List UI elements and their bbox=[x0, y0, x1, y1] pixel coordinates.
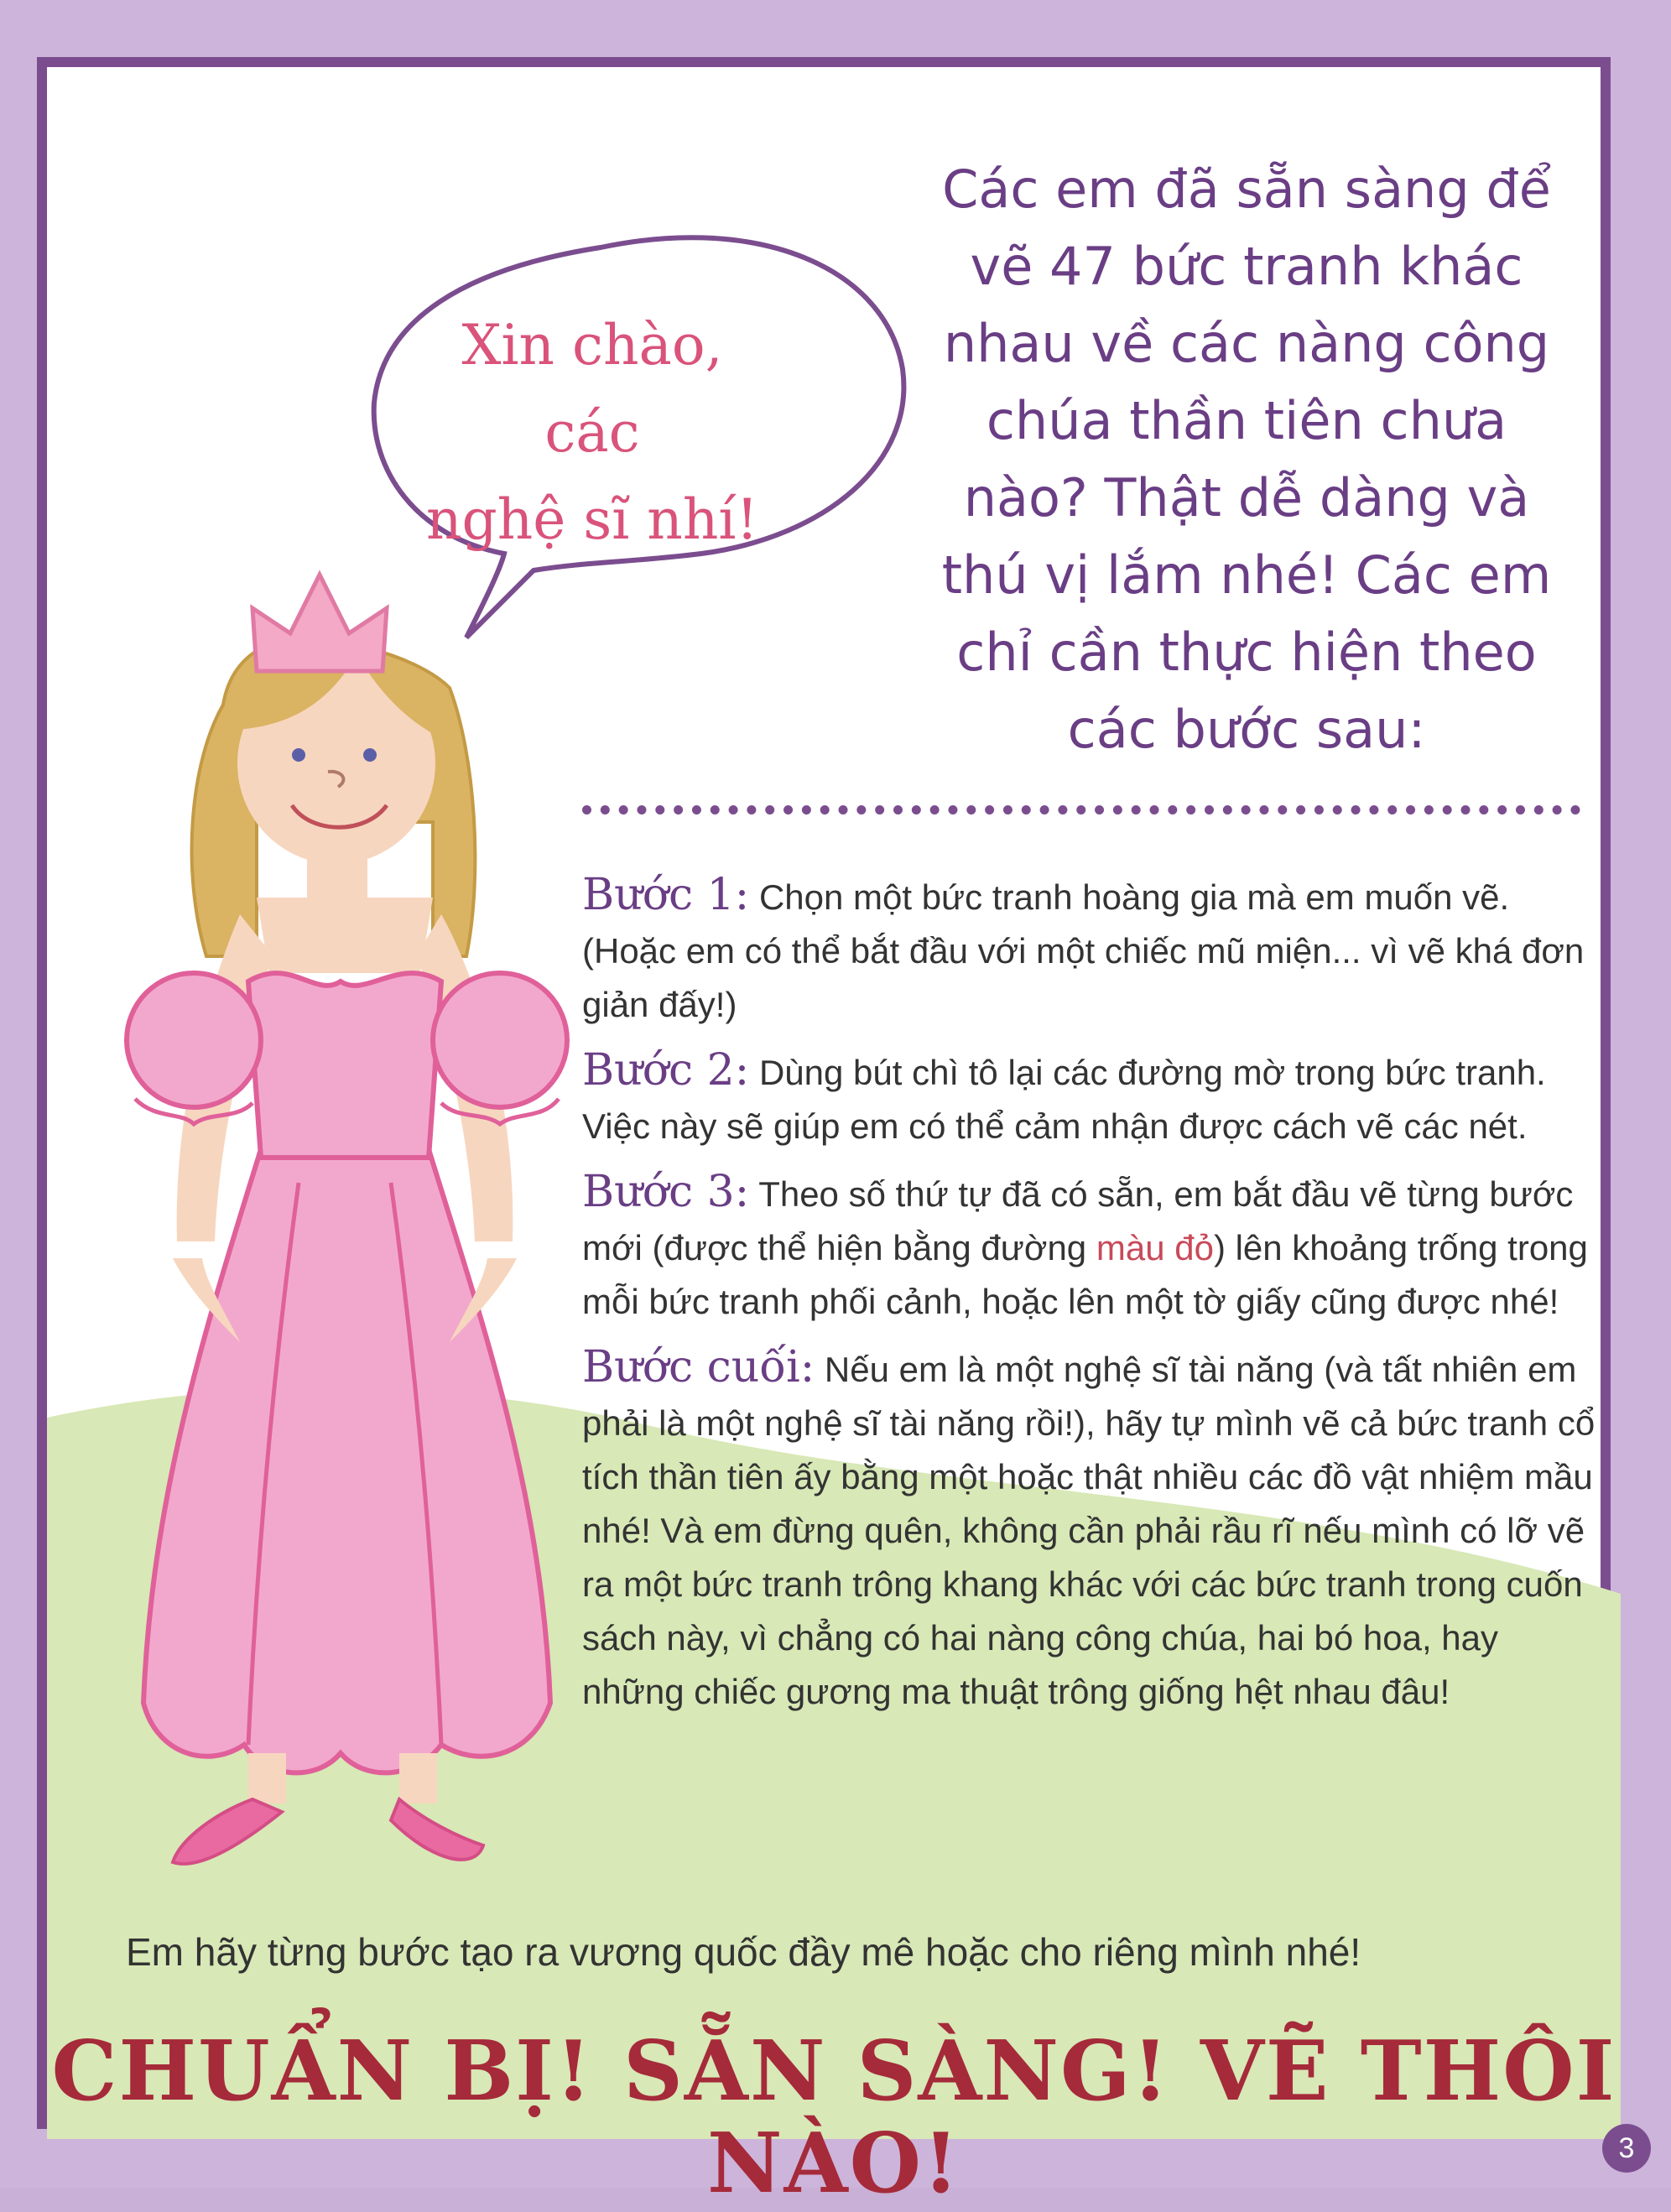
intro-line: Các em đã sẵn sàng để bbox=[942, 159, 1551, 220]
step-2 bbox=[582, 1044, 1610, 1153]
step-label: Bước 3: bbox=[582, 1167, 750, 1217]
intro-line: chỉ cần thực hiện theo bbox=[956, 622, 1537, 683]
step-final bbox=[582, 1340, 1610, 1719]
step-text: Theo số thứ tự đã có sẵn, em bắt đầu vẽ từng bước mới (được thể hiện bằng đường bbox=[582, 1174, 1574, 1267]
step-label: Bước 2: bbox=[582, 1045, 750, 1096]
step-text: Dùng bút chì tô lại các đường mờ trong bức tranh. Việc này sẽ giúp em có thể cảm nhận được cách vẽ các nét. bbox=[582, 1053, 1546, 1146]
call-to-action-heading: CHUẨN BỊ! SẴN SÀNG! VẼ THÔI NÀO! bbox=[51, 2023, 1616, 2212]
step-text: ) lên khoảng trống trong mỗi bức tranh phối cảnh, hoặc lên một tờ giấy cũng được nhé! bbox=[582, 1228, 1588, 1321]
greeting-line: nghệ sĩ nhí! bbox=[426, 487, 758, 552]
intro-line: vẽ 47 bức tranh khác bbox=[970, 236, 1523, 297]
step-label: Bước 1: bbox=[582, 870, 750, 920]
intro-line: chúa thần tiên chưa bbox=[986, 390, 1507, 451]
step-1 bbox=[582, 868, 1610, 1032]
step-label: Bước cuối: bbox=[582, 1342, 815, 1392]
greeting bbox=[424, 302, 760, 564]
step-text: Nếu em là một nghệ sĩ tài năng (và tất nhiên em phải là một nghệ sĩ tài năng rồi!), hãy tự mình vẽ cả bức tranh cổ tích thần tiên ấy bằng một hoặc thật nhiều các đồ vật nhiệm mầu nhé! Và em đừng quên, không cần phải rầu rĩ nếu mình có lỡ vẽ ra một bức tranh trông khang khác với các bức tranh trong cuốn sách này, vì chẳng có hai nàng công chúa, hai bó hoa, hay những chiếc gương ma thuật trông giống hệt nhau đâu! bbox=[582, 1350, 1596, 1711]
step-3 bbox=[582, 1165, 1610, 1329]
closing-sentence: Em hãy từng bước tạo ra vương quốc đầy mê hoặc cho riêng mình nhé! bbox=[126, 1930, 1361, 1974]
step-text: Chọn một bức tranh hoàng gia mà em muốn vẽ. (Hoặc em có thể bắt đầu với một chiếc mũ miện... vì vẽ khá đơn giản đấy!) bbox=[582, 877, 1585, 1024]
page-frame bbox=[37, 57, 1616, 2212]
intro-line: thú vị lắm nhé! Các em bbox=[941, 544, 1552, 606]
page-number: 3 bbox=[1602, 2124, 1651, 2173]
steps-list bbox=[582, 868, 1610, 1731]
intro-paragraph bbox=[911, 151, 1582, 768]
red-highlight: màu đỏ bbox=[1096, 1228, 1214, 1267]
intro-line: các bước sau: bbox=[1067, 699, 1426, 760]
intro-line: nhau về các nàng công bbox=[943, 313, 1550, 374]
intro-line: nào? Thật dễ dàng và bbox=[963, 467, 1530, 528]
dotted-divider bbox=[582, 805, 1580, 815]
greeting-line: Xin chào, các bbox=[461, 313, 723, 465]
